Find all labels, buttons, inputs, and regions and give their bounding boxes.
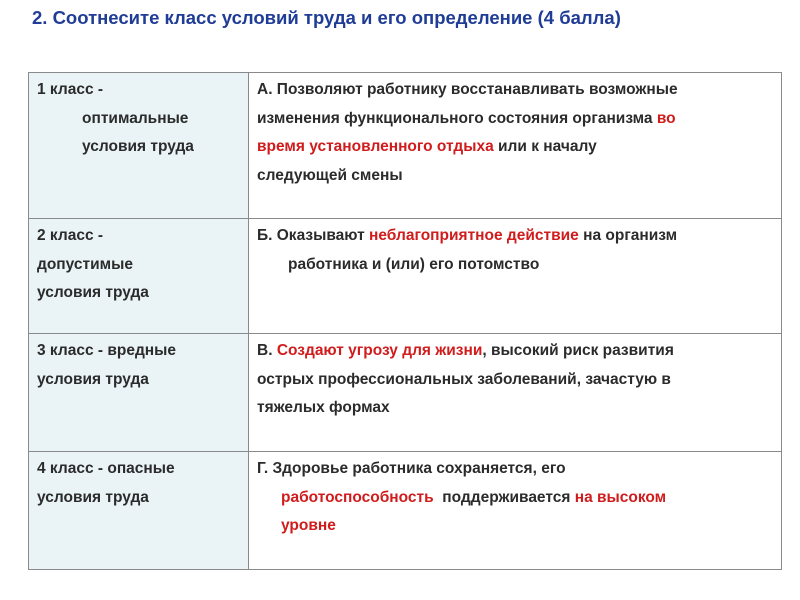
class-cell: [29, 452, 249, 570]
table-row: [29, 334, 782, 452]
highlight-text: работоспособность: [281, 488, 434, 506]
highlight-text: уровне: [281, 517, 336, 534]
definition-cell: [249, 73, 782, 219]
class-label-line: 3 класс - вредные: [37, 342, 177, 359]
highlight-text: время установленного отдыха: [257, 138, 494, 155]
class-label-line: условия труда: [37, 370, 149, 388]
class-cell: [29, 73, 249, 219]
table-row: [29, 452, 782, 570]
table-row: [29, 219, 782, 334]
class-label-line: 1 класс -: [37, 81, 104, 98]
definition-line: [257, 512, 775, 541]
definition-line: изменения функционального состояния организма во: [257, 109, 676, 127]
class-cell: [29, 334, 249, 452]
class-label-line: 2 класс -: [37, 227, 104, 244]
class-label-line: условия труда: [37, 284, 149, 301]
class-cell: [29, 219, 249, 334]
matching-table: [28, 72, 782, 570]
definition-line: работоспособность поддерживается на высоком: [281, 488, 667, 506]
class-label-line: условия труда: [82, 138, 194, 155]
class-label-line: допустимые: [37, 255, 133, 273]
definition-cell: [249, 452, 782, 570]
highlight-text: Создают угрозу для жизни: [276, 342, 483, 359]
class-label-line: условия труда: [37, 488, 149, 506]
class-label-line: оптимальные: [82, 109, 189, 127]
table-row: [29, 73, 782, 219]
highlight-text: во: [656, 109, 676, 127]
page-title: 2. Соотнесите класс условий труда и его определение (4 балла): [32, 7, 621, 28]
highlight-text: на высоком: [574, 488, 667, 506]
definition-line: следующей смены: [257, 166, 403, 184]
definition-line: время установленного отдыха или к началу: [257, 138, 597, 155]
definition-line: Б. Оказывают неблагоприятное действие на организм: [257, 227, 678, 244]
definition-line: тяжелых формах: [257, 399, 390, 416]
definition-line: работника и (или) его потомство: [288, 255, 540, 273]
definition-cell: [249, 219, 782, 334]
definition-line: Г. Здоровье работника сохраняется, его: [257, 460, 566, 477]
definition-cell: [249, 334, 782, 452]
highlight-text: неблагоприятное действие: [369, 227, 579, 244]
class-label-line: 4 класс - опасные: [37, 460, 175, 477]
definition-line: А. Позволяют работнику восстанавливать возможные: [257, 81, 678, 98]
definition-line: острых профессиональных заболеваний, зачастую в: [257, 370, 671, 388]
definition-line: В. Создают угрозу для жизни, высокий риск развития: [257, 342, 674, 359]
